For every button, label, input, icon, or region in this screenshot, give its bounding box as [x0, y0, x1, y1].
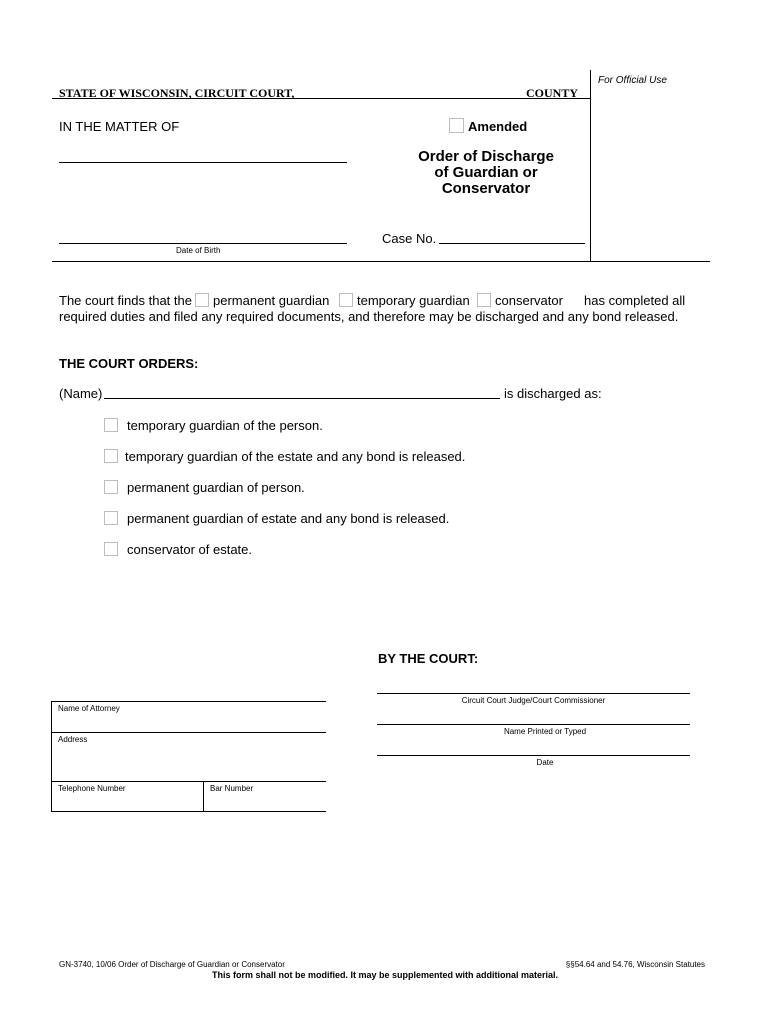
attorney-info-box [51, 701, 326, 812]
findings-suffix: has completed all [584, 293, 686, 308]
option-label: permanent guardian of person. [127, 480, 305, 495]
amended-label: Amended [468, 119, 528, 134]
discharged-name-field[interactable] [104, 398, 500, 399]
attorney-name-label: Name of Attorney [58, 704, 120, 713]
court-header: STATE OF WISCONSIN, CIRCUIT COURT, [59, 86, 295, 100]
statutes-reference: §§54.64 and 54.76, Wisconsin Statutes [565, 960, 705, 969]
date-line[interactable] [377, 755, 690, 756]
date-of-birth-field[interactable] [59, 243, 347, 244]
option-label: conservator of estate. [127, 542, 253, 557]
name-printed-label: Name Printed or Typed [503, 727, 587, 736]
modification-notice: This form shall not be modified. It may be supplemented with additional material. [211, 970, 559, 980]
county-label: COUNTY [526, 86, 579, 100]
amended-checkbox[interactable] [449, 118, 464, 133]
address-label: Address [58, 735, 88, 744]
option-checkbox[interactable] [104, 418, 118, 432]
option-checkbox[interactable] [104, 480, 118, 494]
attorney-row-divider [51, 732, 326, 733]
judge-label: Circuit Court Judge/Court Commissioner [461, 696, 606, 705]
conservator-checkbox[interactable] [477, 293, 491, 307]
name-printed-line[interactable] [377, 724, 690, 725]
option-label: temporary guardian of the estate and any bond is released. [125, 449, 466, 464]
option-label: temporary guardian of the person. [127, 418, 323, 433]
bar-number-label: Bar Number [210, 784, 254, 793]
form-id: GN-3740, 10/06 Order of Discharge of Guardian or Conservator [59, 960, 285, 969]
option-checkbox[interactable] [104, 511, 118, 525]
findings-prefix: The court finds that the [59, 293, 192, 308]
date-label: Date [536, 758, 554, 767]
telephone-bar-divider [203, 781, 204, 812]
date-of-birth-label: Date of Birth [176, 246, 221, 255]
name-label: (Name) [59, 386, 103, 401]
temporary-guardian-checkbox[interactable] [339, 293, 353, 307]
temporary-guardian-label: temporary guardian [357, 293, 470, 308]
option-label: permanent guardian of estate and any bond is released. [127, 511, 450, 526]
findings-line-2: required duties and filed any required documents, and therefore may be discharged and any bond released. [59, 309, 679, 324]
discharged-as-label: is discharged as: [504, 386, 602, 401]
case-no-label: Case No. [382, 231, 437, 246]
form-title-line-2: of Guardian or [434, 164, 538, 181]
caption-bottom-rule [52, 261, 710, 262]
permanent-guardian-checkbox[interactable] [195, 293, 209, 307]
case-no-field[interactable] [439, 243, 585, 244]
option-checkbox[interactable] [104, 542, 118, 556]
telephone-label: Telephone Number [58, 784, 126, 793]
form-title-line-3: Conservator [441, 180, 531, 197]
form-title [386, 149, 586, 197]
header-rule [52, 98, 590, 99]
conservator-label: conservator [495, 293, 563, 308]
by-the-court-label: BY THE COURT: [378, 651, 479, 666]
court-orders-heading: THE COURT ORDERS: [59, 356, 199, 371]
official-use-divider [590, 70, 591, 262]
in-the-matter-of-label: IN THE MATTER OF [59, 119, 180, 134]
official-use-label: For Official Use [598, 75, 667, 86]
judge-signature-line[interactable] [377, 693, 690, 694]
matter-name-field[interactable] [59, 162, 347, 163]
form-title-line-1: Order of Discharge [418, 148, 554, 165]
permanent-guardian-label: permanent guardian [213, 293, 330, 308]
attorney-row-divider [51, 781, 326, 782]
option-checkbox[interactable] [104, 449, 118, 463]
